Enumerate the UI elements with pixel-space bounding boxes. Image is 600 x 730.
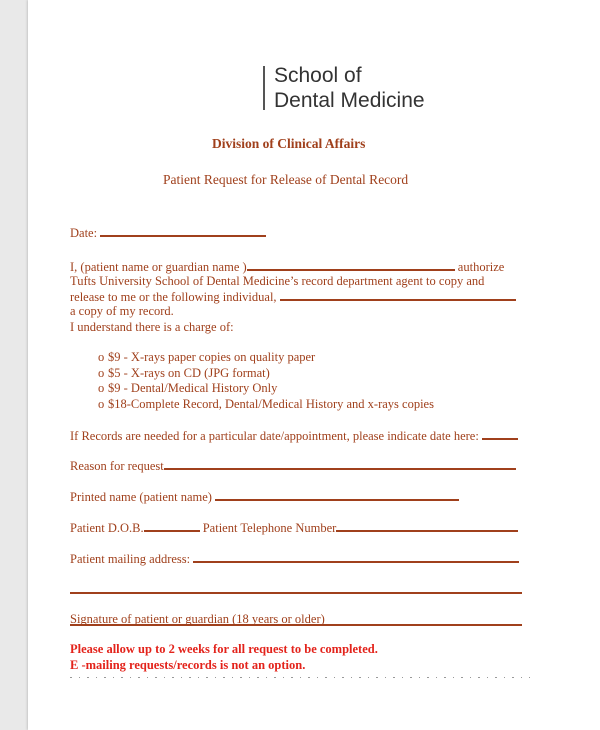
phone-label: Patient Telephone Number (202, 521, 337, 535)
authorization-line-1 (70, 259, 504, 275)
option-bullet: o (98, 397, 105, 411)
form-title: Patient Request for Release of Dental Record (163, 172, 409, 187)
phone-line[interactable] (336, 520, 518, 532)
option-bullet: o (98, 366, 105, 380)
option-label: $9 - Dental/Medical History Only (108, 381, 278, 395)
signature-line[interactable] (70, 624, 522, 626)
option-label: $9 - X-rays paper copies on quality paper (108, 350, 316, 364)
date-line[interactable] (100, 225, 266, 237)
mailing-line-2[interactable] (70, 592, 522, 594)
authorize-word: authorize (457, 260, 505, 274)
individual-line[interactable] (280, 289, 516, 301)
mailing-label: Patient mailing address: (70, 552, 191, 566)
mailing-line[interactable] (193, 551, 519, 563)
option-history[interactable] (98, 381, 277, 396)
release-label: release to me or the following individual, (70, 290, 277, 304)
date-field[interactable] (70, 225, 266, 241)
division-heading: Division of Clinical Affairs (212, 136, 366, 151)
option-label: $18-Complete Record, Dental/Medical History and x-rays copies (108, 397, 434, 411)
notice-turnaround: Please allow up to 2 weeks for all request to be completed. (70, 642, 378, 656)
printed-name-label: Printed name (patient name) (70, 490, 212, 504)
cutoff-text-fragment (70, 676, 530, 679)
dob-phone-field[interactable] (70, 520, 518, 536)
option-xray-paper[interactable] (98, 350, 315, 365)
signature-label: Signature of patient or guardian (18 years or older) (70, 612, 325, 626)
reason-label: Reason for request (70, 459, 164, 473)
logo-line-1: School of (274, 64, 362, 87)
date-needed-line[interactable] (482, 428, 518, 440)
reason-field[interactable] (70, 458, 516, 474)
printed-name-line[interactable] (215, 489, 459, 501)
option-complete[interactable] (98, 397, 434, 412)
option-bullet: o (98, 350, 105, 364)
date-needed-field[interactable] (70, 428, 518, 444)
option-label: $5 - X-rays on CD (JPG format) (108, 366, 270, 380)
mailing-field[interactable] (70, 551, 519, 567)
authorization-line-4: a copy of my record. (70, 304, 174, 318)
authorization-line-3 (70, 289, 516, 305)
logo-divider (263, 66, 265, 110)
option-xray-cd[interactable] (98, 366, 270, 381)
dob-label: Patient D.O.B. (70, 521, 144, 535)
document-page (28, 0, 600, 730)
charge-intro: I understand there is a charge of: (70, 320, 234, 334)
patient-name-label: I, (patient name or guardian name ) (70, 260, 247, 274)
dob-line[interactable] (144, 520, 200, 532)
notice-email: E -mailing requests/records is not an option. (70, 658, 306, 672)
date-label: Date: (70, 226, 98, 240)
date-needed-label: If Records are needed for a particular date/appointment, please indicate date here: (70, 429, 479, 443)
patient-name-line[interactable] (247, 259, 455, 271)
authorization-line-2: Tufts University School of Dental Medicine’s record department agent to copy and (70, 274, 485, 288)
printed-name-field[interactable] (70, 489, 459, 505)
logo-line-2: Dental Medicine (274, 89, 425, 112)
reason-line[interactable] (164, 458, 516, 470)
option-bullet: o (98, 381, 105, 395)
